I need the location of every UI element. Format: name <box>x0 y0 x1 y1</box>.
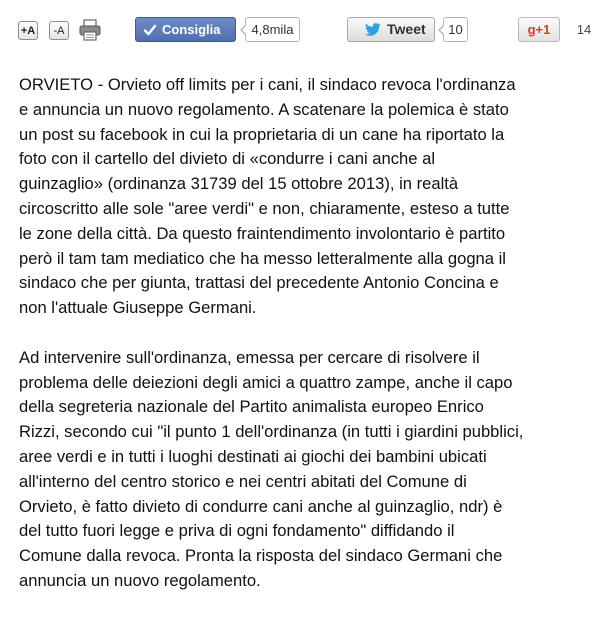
facebook-like-label: Consiglia <box>162 22 221 37</box>
text-line: all'interno del centro storico e nei centri abitati del Comune di <box>19 471 467 491</box>
text-line: Rizzi, secondo cui "il punto 1 dell'ordinanza (in tutti i giardini pubblici, <box>19 422 524 442</box>
text-line: non l'attuale Giuseppe Germani. <box>19 298 257 318</box>
text-line: le zone della città. Da questo fraintendimento involontario è partito <box>19 223 506 243</box>
text-line: della segreteria nazionale del Partito animalista europeo Enrico <box>19 397 484 417</box>
text-line: un post su facebook in cui la proprietaria di un cane ha riportato la <box>19 124 505 144</box>
article-paragraph <box>19 73 600 321</box>
google-plus-button[interactable]: g+1 <box>518 17 560 42</box>
text-line: ORVIETO - Orvieto off limits per i cani, il sindaco revoca l'ordinanza <box>19 75 516 94</box>
text-line: e annuncia un nuovo regolamento. A scatenare la polemica è stato <box>19 99 509 119</box>
text-line: aree verdi e in tutti i luoghi destinati ai giochi dei bambini ubicati <box>19 446 487 466</box>
article-paragraph <box>19 346 600 594</box>
text-line: guinzaglio» (ordinanza 31739 del 15 ottobre 2013), in realtà <box>19 174 459 194</box>
article-body <box>19 73 600 619</box>
text-line: annuncia un nuovo regolamento. <box>19 570 261 590</box>
facebook-like-button[interactable] <box>135 17 236 42</box>
text-line: Ad intervenire sull'ordinanza, emessa per cercare di risolvere il <box>19 347 480 367</box>
text-line: Comune dalla revoca. Pronta la risposta del sindaco Germani che <box>19 546 503 566</box>
text-line: del tutto fuori legge e priva di ogni fondamento" diffidando il <box>19 521 455 541</box>
tweet-count: 10 <box>443 17 468 42</box>
text-line: problema delle deiezioni degli amici a quattro zampe, anche il capo <box>19 372 513 392</box>
text-line: sindaco che per giunta, trattasi del precedente Antonio Concina e <box>19 273 499 293</box>
tweet-button[interactable] <box>347 17 435 42</box>
font-decrease-button[interactable]: -A <box>49 21 69 40</box>
text-line: circoscritto alle sole "aree verdi" e non, chiaramente, esteso a tutte <box>19 198 510 218</box>
google-plus-count: 14 <box>576 22 592 37</box>
text-line: però il tam tam mediatico che ha messo letteralmente alla gogna il <box>19 248 506 268</box>
text-line: foto con il cartello del divieto di «condurre i cani anche al <box>19 149 436 169</box>
twitter-bird-icon <box>364 23 382 37</box>
tweet-label: Tweet <box>387 21 426 37</box>
share-toolbar <box>0 0 600 62</box>
text-line: Orvieto, è fatto divieto di condurre cani anche al guinzaglio, ndr) è <box>19 496 503 516</box>
check-icon <box>143 23 157 37</box>
font-increase-button[interactable]: +A <box>18 21 38 40</box>
printer-icon[interactable] <box>78 18 102 42</box>
facebook-like-count: 4,8mila <box>245 17 300 42</box>
